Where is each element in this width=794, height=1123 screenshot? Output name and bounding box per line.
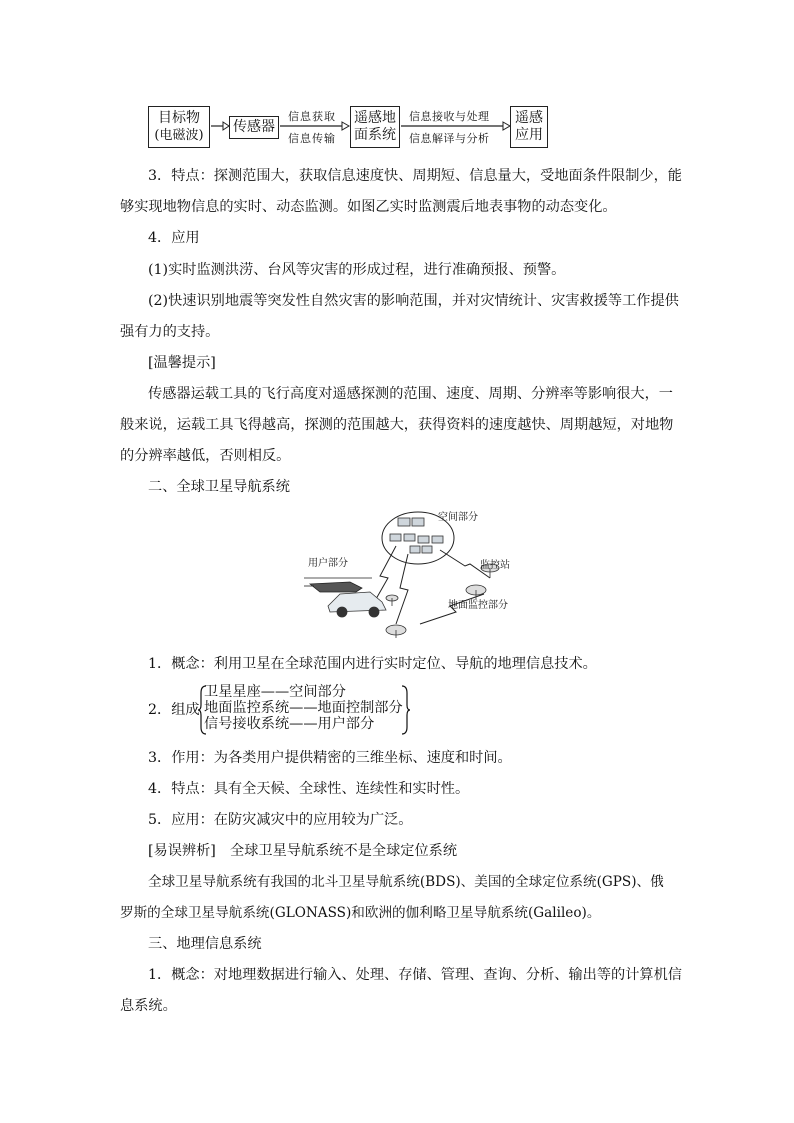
- gnss-note-title: [易误辨析] 全球卫星导航系统不是全球定位系统: [148, 843, 458, 859]
- flow-box-ground-system: [350, 106, 400, 148]
- rs-application-item1: (1)实时监测洪涝、台风等灾害的形成过程，进行准确预报、预警。: [148, 262, 566, 278]
- rs-application-item2-line1: (2)快速识别地震等突发性自然灾害的影响范围，并对灾情统计、灾害救援等工作提供: [148, 293, 679, 309]
- gnss-composition-item1: 卫星星座——空间部分: [204, 684, 346, 700]
- gis-concept-line2: 息系统。: [120, 998, 177, 1014]
- flow-arrow-3: [400, 120, 511, 132]
- flow-box-sensor: [229, 116, 279, 139]
- gnss-composition-item2: 地面监控系统——地面控制部分: [204, 700, 403, 716]
- gnss-label-user: 用户部分: [308, 558, 348, 569]
- gnss-label-ground: 地面监控部分: [448, 600, 508, 611]
- gnss-composition: [148, 684, 448, 736]
- gnss-composition-label: 2．组成: [148, 702, 200, 718]
- flow-box-ground-line1: 遥感地: [354, 110, 396, 126]
- tip-title: [温馨提示]: [148, 355, 216, 371]
- gnss-figure-drawing: [300, 506, 540, 646]
- gnss-figure: [300, 506, 540, 646]
- gnss-label-space: 空间部分: [438, 512, 478, 523]
- brace-right-icon: [400, 685, 410, 735]
- flow-label-receive: 信息接收与处理: [409, 110, 490, 123]
- tip-line1: 传感器运载工具的飞行高度对遥感探测的范围、速度、周期、分辨率等影响很大，一: [148, 386, 673, 402]
- flow-box-application: [510, 106, 548, 148]
- flow-arrow-2: [279, 120, 350, 132]
- rs-feature-line1: [148, 166, 682, 186]
- flow-label-interpret: 信息解译与分析: [409, 132, 490, 145]
- flow-arrow-1: [210, 120, 230, 132]
- flow-label-transmit: 信息传输: [288, 132, 336, 145]
- flow-box-sensor-label: 传感器: [233, 119, 275, 135]
- flow-box-application-line1: 遥感: [515, 110, 543, 126]
- gnss-function: 3．作用：为各类用户提供精密的三维坐标、速度和时间。: [148, 750, 512, 766]
- tip-line3: 的分辨率越低，否则相反。: [120, 448, 291, 464]
- gis-heading: 三、地理信息系统: [148, 936, 262, 952]
- flow-label-acquire: 信息获取: [288, 110, 336, 123]
- rs-feature-text-1: 3．特点：探测范围大，获取信息速度快、周期短、信息量大，受地面条件限制少，能: [148, 168, 682, 184]
- flow-box-application-line2: 应用: [515, 127, 543, 143]
- gnss-label-monitor: 监控站: [480, 560, 510, 571]
- rs-feature-line2: 够实现地物信息的实时、动态监测。如图乙实时监测震后地表事物的动态变化。: [120, 199, 617, 215]
- gnss-note-line2: 罗斯的全球卫星导航系统(GLONASS)和欧洲的伽利略卫星导航系统(Galileo)。: [120, 905, 601, 921]
- rs-application-item2-line2: 强有力的支持。: [120, 324, 220, 340]
- flow-box-ground-line2: 面系统: [354, 127, 396, 143]
- gnss-heading: 二、全球卫星导航系统: [148, 479, 290, 495]
- flow-box-target: [148, 106, 210, 148]
- gnss-composition-item3: 信号接收系统——用户部分: [204, 716, 375, 732]
- flow-box-target-line2: (电磁波): [154, 128, 204, 143]
- gnss-note-line1: 全球卫星导航系统有我国的北斗卫星导航系统(BDS)、美国的全球定位系统(GPS)、俄: [148, 874, 664, 890]
- flow-box-target-line1: 目标物: [158, 110, 200, 126]
- gnss-concept: 1．概念：利用卫星在全球范围内进行实时定位、导航的地理信息技术。: [148, 656, 597, 672]
- gis-concept-line1: 1．概念：对地理数据进行输入、处理、存储、管理、查询、分析、输出等的计算机信: [148, 967, 682, 983]
- gnss-application: 5．应用：在防灾减灾中的应用较为广泛。: [148, 812, 413, 828]
- gnss-features: 4．特点：具有全天候、全球性、连续性和实时性。: [148, 781, 470, 797]
- rs-application-title: 4．应用: [148, 230, 200, 246]
- tip-line2: 般来说，运载工具飞得越高，探测的范围越大，获得资料的速度越快、周期越短，对地物: [120, 417, 674, 433]
